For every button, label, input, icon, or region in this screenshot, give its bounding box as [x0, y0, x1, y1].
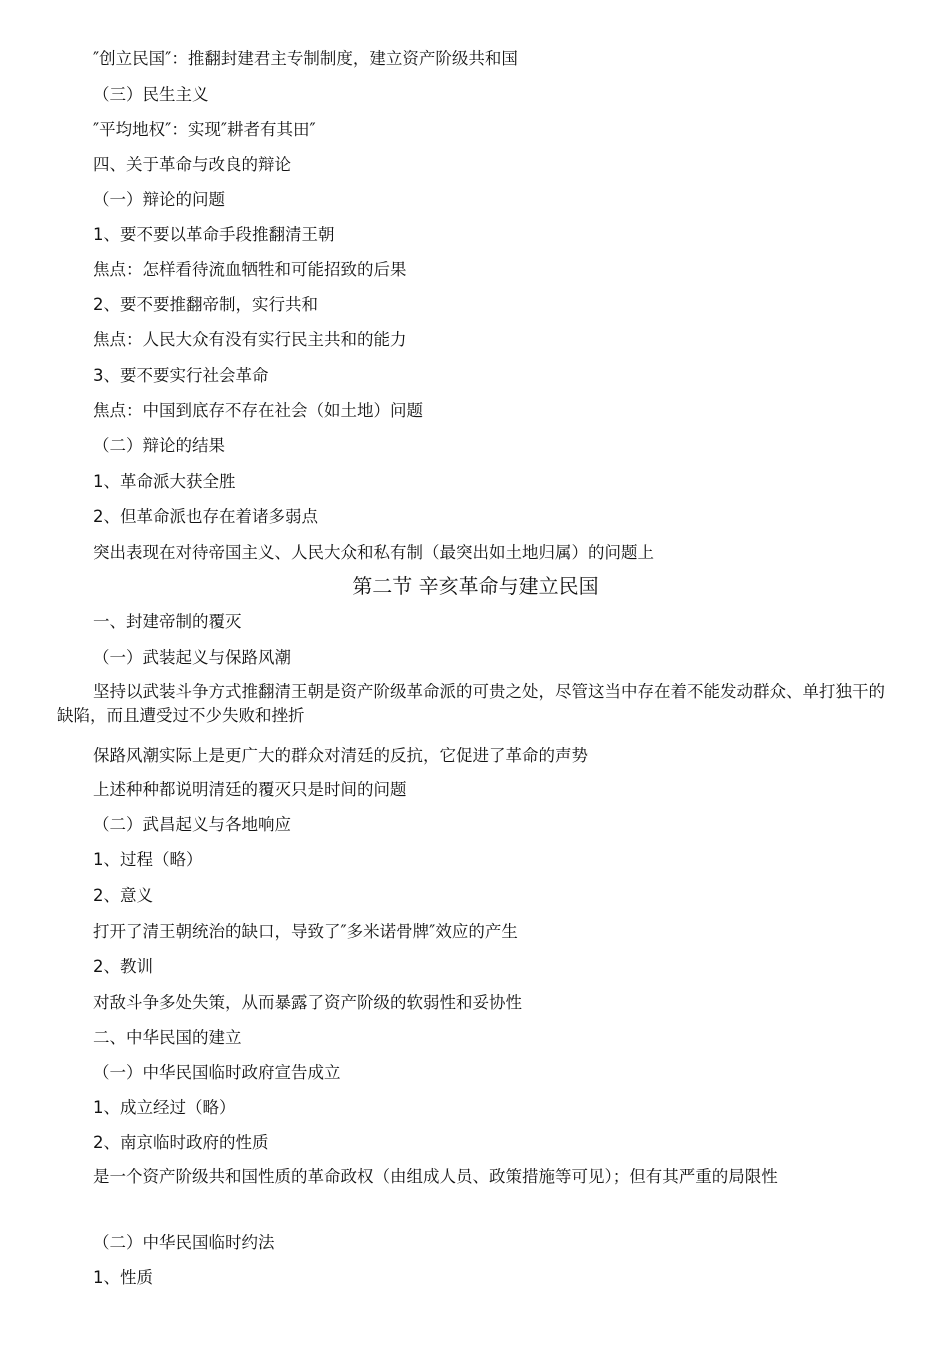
list-item: 2、要不要推翻帝制，实行共和: [93, 295, 318, 314]
text-line: ″创立民国″：推翻封建君主专制制度，建立资产阶级共和国: [93, 49, 518, 68]
list-item: 3、要不要实行社会革命: [93, 366, 269, 385]
list-item: 2、教训: [93, 957, 153, 976]
list-item: 2、南京临时政府的性质: [93, 1133, 269, 1152]
section-heading: （一）武装起义与保路风潮: [93, 648, 291, 667]
text-line: 焦点：怎样看待流血牺牲和可能招致的后果: [93, 260, 407, 279]
list-item: 1、要不要以革命手段推翻清王朝: [93, 225, 335, 244]
list-item: 1、性质: [93, 1268, 153, 1287]
list-item: 1、过程（略）: [93, 850, 203, 869]
section-heading: （三）民生主义: [93, 85, 209, 104]
section-heading: 四、关于革命与改良的辩论: [93, 155, 291, 174]
section-heading: （一）辩论的问题: [93, 190, 225, 209]
text-line: 保路风潮实际上是更广大的群众对清廷的反抗，它促进了革命的声势: [93, 746, 588, 765]
section-heading: （二）武昌起义与各地响应: [93, 815, 291, 834]
list-item: 1、革命派大获全胜: [93, 472, 236, 491]
section-heading: （一）中华民国临时政府宣告成立: [93, 1063, 341, 1082]
chapter-title: 第二节 辛亥革命与建立民国: [352, 574, 599, 598]
list-item: 2、但革命派也存在着诸多弱点: [93, 507, 318, 526]
text-line: ″平均地权″：实现″耕者有其田″: [93, 120, 316, 139]
list-item: 2、意义: [93, 886, 153, 905]
text-line: 打开了清王朝统治的缺口，导致了″多米诺骨牌″效应的产生: [93, 922, 518, 941]
text-line: 上述种种都说明清廷的覆灭只是时间的问题: [93, 780, 407, 799]
text-line: 焦点：中国到底存不存在社会（如土地）问题: [93, 401, 423, 420]
section-heading: 一、封建帝制的覆灭: [93, 612, 242, 631]
list-item: 1、成立经过（略）: [93, 1098, 236, 1117]
paragraph: 是一个资产阶级共和国性质的革命政权（由组成人员、政策措施等可见）；但有其严重的局限性: [93, 1167, 778, 1186]
text-line: 突出表现在对待帝国主义、人民大众和私有制（最突出如土地归属）的问题上: [93, 543, 654, 562]
paragraph: 坚持以武装斗争方式推翻清王朝是资产阶级革命派的可贵之处，尽管这当中存在着不能发动群众、单打独干的缺陷，而且遭受过不少失败和挫折: [57, 682, 885, 725]
section-heading: （二）辩论的结果: [93, 436, 225, 455]
text-line: 对敌斗争多处失策，从而暴露了资产阶级的软弱性和妥协性: [93, 993, 522, 1012]
text-line: 焦点：人民大众有没有实行民主共和的能力: [93, 330, 407, 349]
section-heading: （二）中华民国临时约法: [93, 1233, 275, 1252]
section-heading: 二、中华民国的建立: [93, 1028, 242, 1047]
